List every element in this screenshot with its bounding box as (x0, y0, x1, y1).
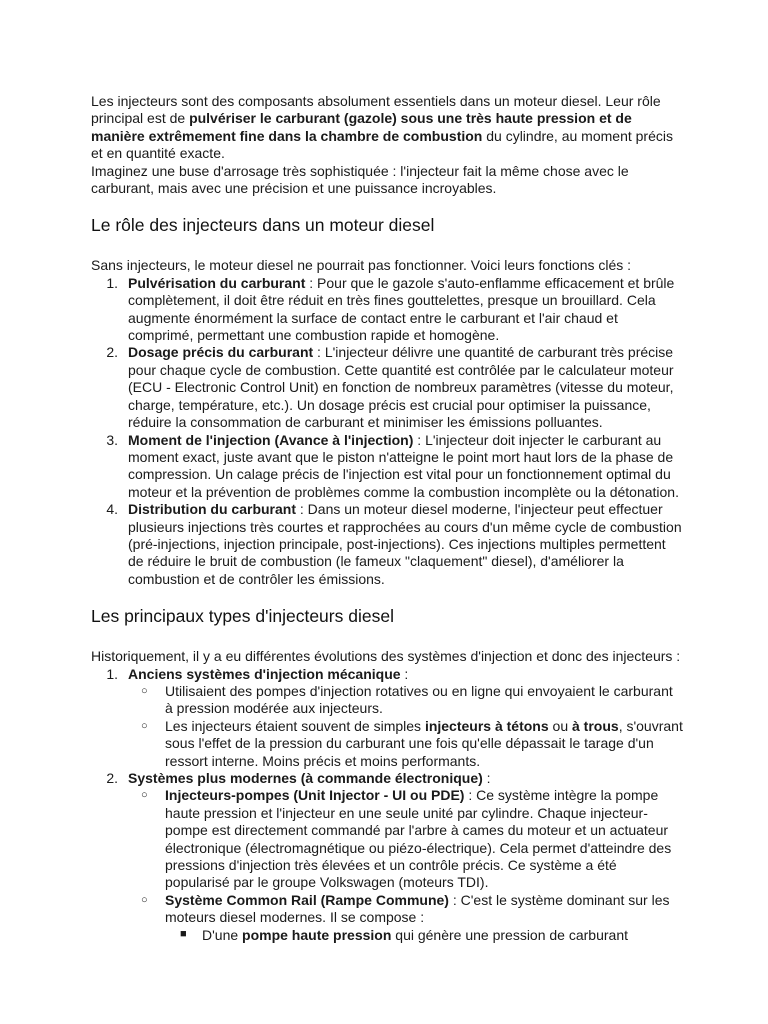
sub-item-bold: Injecteurs-pompes (Unit Injector - UI ou PDE) (165, 787, 465, 804)
list-item (91, 501, 683, 588)
item-text: : Dans un moteur diesel moderne, l'injecteur peut effectuer plusieurs injections très courtes et rapprochées au cours d'un même cycle de combustion (pré-injections, injection principale, post-injections). Ces injections multiples permettent de réduire le bruit de combustion (le fameux "claquement" diesel), d'améliorer la combustion et de contrôler les émissions. (128, 501, 682, 587)
sub-item-bold: Système Common Rail (Rampe Commune) (165, 891, 449, 908)
sub-list (128, 683, 683, 770)
list-item (91, 432, 683, 502)
sub-item-text: ou (548, 717, 572, 734)
sub-item-text: : C'est le système dominant sur les moteurs diesel modernes. Il se compose : (165, 891, 670, 926)
item-title: Moment de l'injection (Avance à l'injection) (128, 431, 414, 448)
intro-paragraph-1 (91, 93, 683, 163)
nested-item-text: qui génère une pression de carburant (391, 926, 628, 943)
circle-bullet-icon: ○ (141, 789, 148, 802)
intro-text-end: du cylindre, au moment précis et en quantité exacte. (91, 127, 673, 162)
sub-item-bold: à trous (572, 717, 619, 734)
functions-list (91, 275, 683, 588)
list-number: 1. (106, 665, 118, 682)
list-number: 4. (106, 501, 118, 518)
list-number: 2. (106, 770, 118, 786)
sub-list-item (128, 787, 683, 891)
circle-bullet-icon: ○ (141, 893, 148, 906)
sub-list-item (128, 892, 683, 944)
item-title: Distribution du carburant (128, 501, 296, 518)
item-title: Anciens systèmes d'injection mécanique (128, 665, 401, 682)
sub-item-text: Les injecteurs étaient souvent de simples (165, 717, 425, 734)
item-text: : Pour que le gazole s'auto-enflamme efficacement et brûle complètement, il doit être réduit en très fines gouttelettes, presque un brouillard. Cela augmente énormément la surface de contact entre le carburant et l'air chaud et comprimé, permettant une combustion rapide et homogène. (128, 274, 675, 344)
sub-list-item (128, 683, 683, 718)
item-title: Pulvérisation du carburant (128, 274, 306, 291)
square-bullet-icon: ■ (180, 927, 187, 940)
list-item (91, 666, 683, 770)
sub-item-text: , s'ouvrant sous l'effet de la pression du carburant une fois qu'elle dépassait le tarage d'un ressort interne. Moins précis et moins performants. (165, 717, 683, 769)
sub-item-text: Utilisaient des pompes d'injection rotatives ou en ligne qui envoyaient le carburant à pression modérée aux injecteurs. (165, 682, 673, 717)
item-text: : L'injecteur délivre une quantité de carburant très précise pour chaque cycle de combustion. Cette quantité est contrôlée par le calculateur moteur (ECU - Electronic Control Unit) en fonction de nombreux paramètres (vitesse du moteur, charge, température, etc.). Un dosage précis est crucial pour optimiser la puissance, réduire la consommation de carburant et minimiser les émissions polluantes. (128, 344, 674, 431)
section2-lead: Historiquement, il y a eu différentes évolutions des systèmes d'injection et donc des injecteurs : (91, 648, 681, 665)
list-number: 2. (106, 344, 118, 361)
intro-text: Les injecteurs sont des composants absolument essentiels dans un moteur diesel. Leur rôle principal est de (91, 93, 661, 127)
section1-lead: Sans injecteurs, le moteur diesel ne pourrait pas fonctionner. Voici leurs fonctions clés : (91, 257, 632, 274)
item-tail: : (400, 665, 409, 682)
item-text: : L'injecteur doit injecter le carburant au moment exact, juste avant que le piston n'atteigne le point mort haut lors de la phase de compression. Un calage précis de l'injection est vital pour un fonctionnement optimal du moteur et la prévention de problèmes comme la combustion incomplète ou la détonation. (128, 431, 679, 500)
document-page (91, 93, 683, 944)
nested-item-bold: pompe haute pression (242, 926, 392, 943)
sub-item-text: : Ce système intègre la pompe haute pression et l'injecteur en une seule unité par cylindre. Chaque injecteur-pompe est directement commandé par l'arbre à cames du moteur et un actuateur électronique (électromagnétique ou piézo-électrique). Cela permet d'atteindre des pressions d'injection très élevées et un contrôle précis. Ce système a été popularisé par le groupe Volkswagen (moteurs TDI). (165, 787, 672, 891)
list-item (91, 770, 683, 944)
section-heading-role: Le rôle des injecteurs dans un moteur diesel (91, 215, 435, 236)
nested-sub-list (165, 927, 683, 944)
list-item (91, 275, 683, 345)
circle-bullet-icon: ○ (141, 719, 148, 732)
item-tail: : (482, 770, 491, 786)
intro-bold-text: pulvériser le carburant (gazole) sous une très haute pression et de manière extrêmement fine dans la chambre de combustion (91, 110, 632, 144)
section-heading-types: Les principaux types d'injecteurs diesel (91, 606, 394, 627)
list-item (91, 344, 683, 431)
intro-paragraph-2: Imaginez une buse d'arrosage très sophistiquée : l'injecteur fait la même chose avec le carburant, mais avec une précision et une puissance incroyables. (91, 162, 629, 197)
types-list (91, 666, 683, 945)
nested-list-item (165, 927, 683, 944)
sub-list-item (128, 718, 683, 770)
item-title: Systèmes plus modernes (à commande électronique) (128, 770, 483, 786)
item-title: Dosage précis du carburant (128, 344, 314, 361)
list-number: 3. (106, 431, 118, 448)
sub-list (128, 787, 683, 944)
list-number: 1. (106, 274, 118, 291)
nested-item-text: D'une (202, 926, 243, 943)
circle-bullet-icon: ○ (141, 684, 148, 697)
sub-item-bold: injecteurs à tétons (424, 717, 549, 734)
